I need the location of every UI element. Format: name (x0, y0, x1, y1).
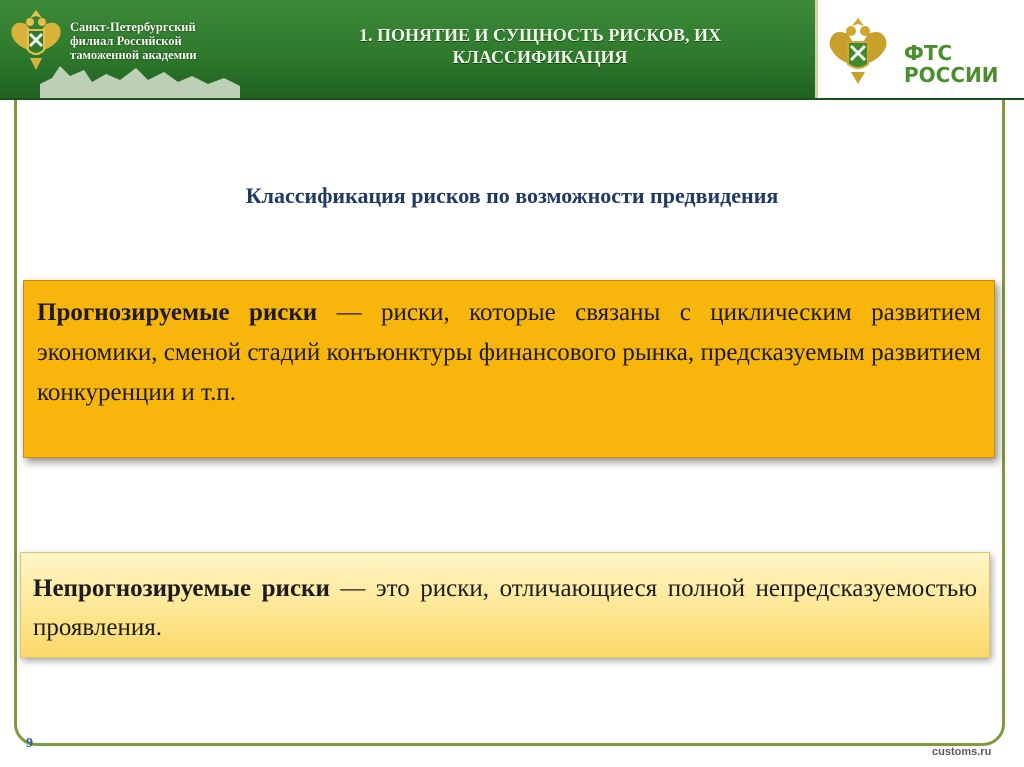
unpredictable-risks-box (20, 552, 990, 658)
section-subheading: Классификация рисков по возможности предвидения (245, 183, 779, 208)
fts-wordmark-line-1: ФТС (904, 41, 953, 65)
fts-eagle-emblem-icon (826, 14, 890, 88)
unpredictable-risks-definition: — это риски, отличающиеся полной непредсказуемостью проявления. (33, 575, 977, 641)
slide-title-line-2: КЛАССИФИКАЦИЯ (452, 47, 628, 67)
page-number: 9 (26, 736, 33, 751)
header-divider (815, 0, 818, 98)
unpredictable-risks-term: Непрогнозируемые риски (33, 575, 330, 602)
branch-name-line-2: филиал Российской (70, 34, 182, 48)
slide-title (290, 24, 790, 68)
site-url: customs.ru (932, 746, 992, 758)
branch-name (70, 20, 270, 62)
branch-name-line-3: таможенной академии (70, 48, 197, 62)
branch-name-line-1: Санкт-Петербургский (70, 20, 196, 34)
fts-wordmark (904, 42, 1014, 86)
decorative-silhouette-icon (40, 58, 240, 98)
predictable-risks-definition: — риски, которые связаны с циклическим развитием экономики, сменой стадий конъюнктуры финансового рынка, предсказуемым развитием конкуренции и т.п. (37, 299, 981, 406)
slide-title-line-1: 1. ПОНЯТИЕ И СУЩНОСТЬ РИСКОВ, ИХ (359, 25, 721, 45)
predictable-risks-term: Прогнозируемые риски (37, 299, 318, 326)
predictable-risks-box (23, 280, 995, 458)
fts-wordmark-line-2: РОССИИ (904, 63, 999, 87)
